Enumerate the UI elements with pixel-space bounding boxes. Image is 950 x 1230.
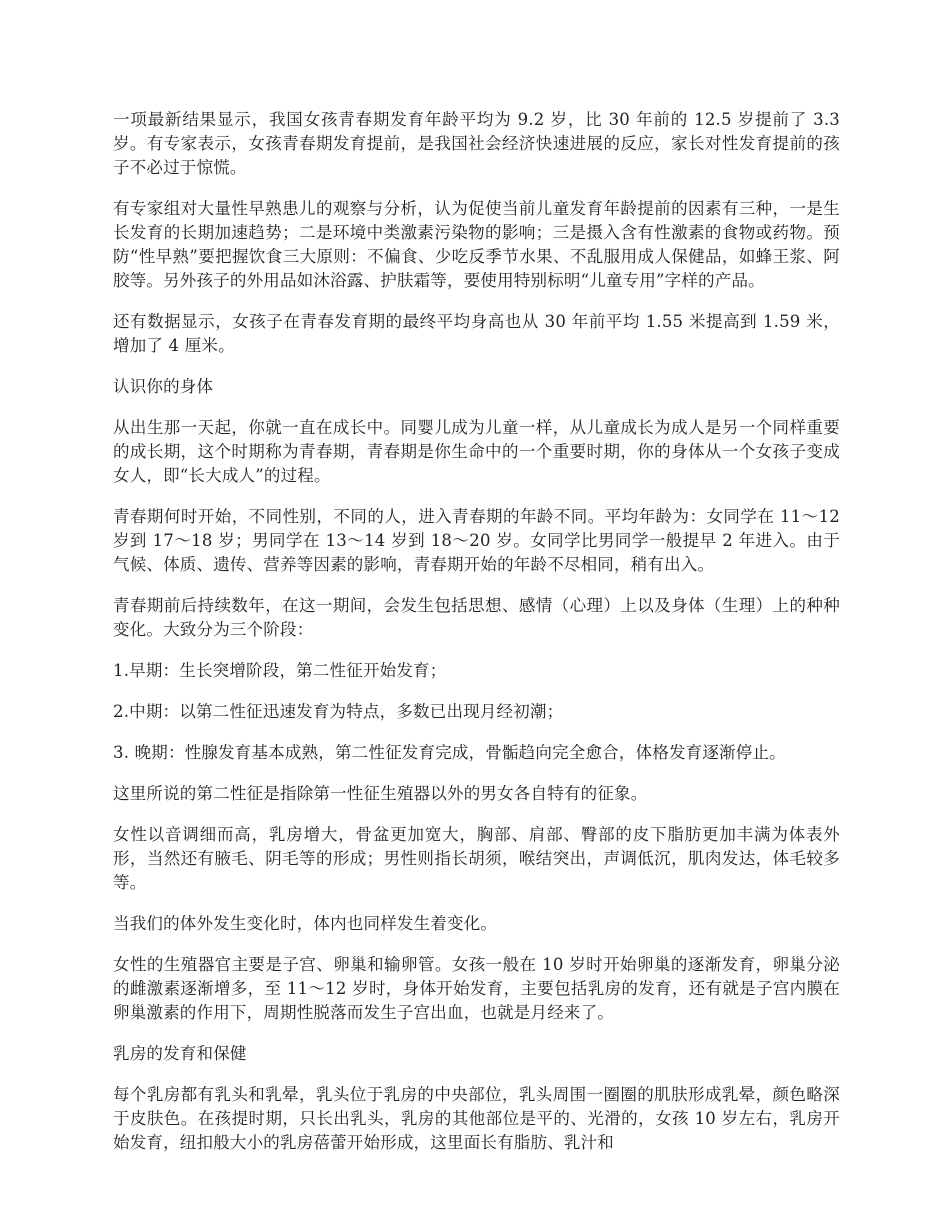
paragraph-secondary-sex-characteristics: 这里所说的第二性征是指除第一性征生殖器以外的男女各自特有的征象。 <box>113 784 648 803</box>
paragraph-precocious-puberty-causes: 有专家组对大量性早熟患儿的观察与分析，认为促使当前儿童发育年龄提前的因素有三种，一是生长发育的长期加速趋势；二是环境中类激素污染物的影响；三是摄入含有性激素的食物或药物。预防“性早熟”要把握饮食三大原则：不偏食、少吃反季节水果、不乱服用成人保健品，如蜂王浆、阿胶等。另外孩子的外用品如沐浴露、护肤霜等，要使用特别标明“儿童专用”字样的产品。 <box>113 199 840 290</box>
paragraph-height-data: 还有数据显示，女孩子在青春发育期的最终平均身高也从 30 年前平均 1.55 米提高到 1.59 米，增加了 4 厘米。 <box>113 312 840 355</box>
paragraph-growing-up: 从出生那一天起，你就一直在成长中。同婴儿成为儿童一样，从儿童成长为成人是另一个同样重要的成长期，这个时期称为青春期，青春期是你生命中的一个重要时期，你的身体从一个女孩子变成女人，即“长大成人”的过程。 <box>113 418 840 485</box>
section-heading-know-your-body: 认识你的身体 <box>113 377 214 396</box>
list-item-stage-middle: 2.中期：以第二性征迅速发育为特点，多数已出现月经初潮； <box>113 702 564 721</box>
paragraph-internal-changes: 当我们的体外发生变化时，体内也同样发生着变化。 <box>113 914 498 933</box>
section-heading-breast-development: 乳房的发育和保健 <box>113 1044 247 1063</box>
paragraph-breast-anatomy: 每个乳房都有乳头和乳晕，乳头位于乳房的中央部位，乳头周围一圈圈的肌肤形成乳晕，颜色略深于皮肤色。在孩提时期，只长出乳头，乳房的其他部位是平的、光滑的，女孩 10 岁左右，乳房开始发育，纽扣般大小的乳房蓓蕾开始形成，这里面长有脂肪、乳汁和 <box>113 1085 840 1152</box>
document-body <box>113 108 840 1172</box>
list-item-stage-early: 1.早期：生长突增阶段，第二性征开始发育； <box>113 661 447 680</box>
paragraph-female-male-traits: 女性以音调细而高，乳房增大，骨盆更加宽大，胸部、肩部、臀部的皮下脂肪更加丰满为体表外形，当然还有腋毛、阴毛等的形成；男性则指长胡须，喉结突出，声调低沉，肌肉发达，体毛较多等。 <box>113 825 840 892</box>
paragraph-puberty-stages-intro: 青春期前后持续数年，在这一期间，会发生包括思想、感情（心理）上以及身体（生理）上的种种变化。大致分为三个阶段： <box>113 596 840 639</box>
list-item-stage-late: 3. 晚期：性腺发育基本成熟，第二性征发育完成，骨骺趋向完全愈合，体格发育逐渐停止。 <box>113 743 786 762</box>
paragraph-puberty-onset: 青春期何时开始，不同性别，不同的人，进入青春期的年龄不同。平均年龄为：女同学在 11～12 岁到 17～18 岁；男同学在 13～14 岁到 18～20 岁。女同学比男同学一般提早 2 年进入。由于气候、体质、遗传、营养等因素的影响，青春期开始的年龄不尽相同，稍有出入。 <box>113 507 840 574</box>
paragraph-puberty-age-study: 一项最新结果显示，我国女孩青春期发育年龄平均为 9.2 岁，比 30 年前的 12.5 岁提前了 3.3 岁。有专家表示，女孩青春期发育提前，是我国社会经济快速进展的反应，家长对性发育提前的孩子不必过于惊慌。 <box>113 110 840 177</box>
paragraph-reproductive-organs: 女性的生殖器官主要是子宫、卵巢和输卵管。女孩一般在 10 岁时开始卵巢的逐渐发育，卵巢分泌的雌激素逐渐增多，至 11～12 岁时，身体开始发育，主要包括乳房的发育，还有就是子宫内膜在卵巢激素的作用下，周期性脱落而发生子宫出血，也就是月经来了。 <box>113 955 840 1022</box>
